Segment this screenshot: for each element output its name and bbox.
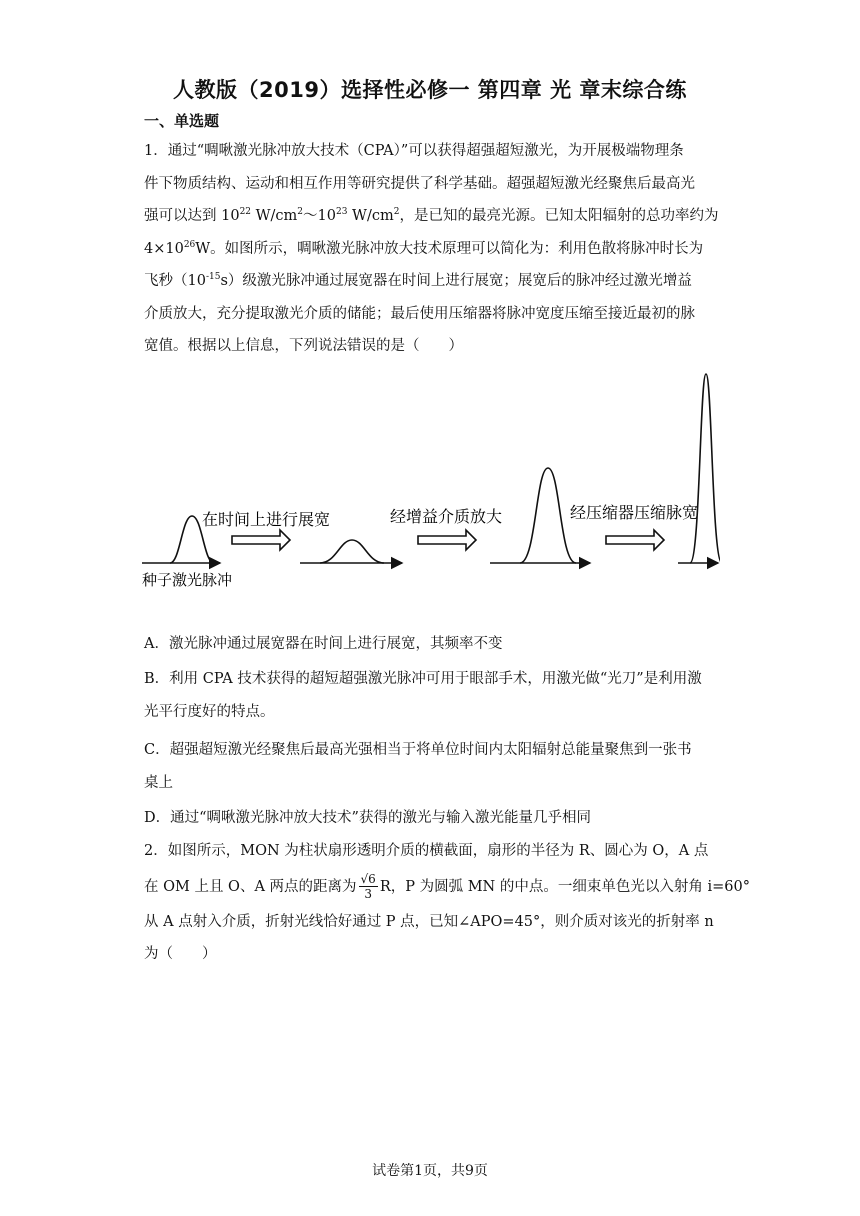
option-b: B．利用 CPA 技术获得的超短超强激光脉冲可用于眼部手术，用激光做“光刀”是利用激 光平行度好的特点。 bbox=[144, 671, 702, 720]
section-heading: 一、单选题 bbox=[144, 112, 220, 130]
seed-pulse-label: 种子激光脉冲 bbox=[142, 571, 233, 589]
option-d: D．通过“啁啾激光脉冲放大技术”获得的激光与输入激光能量几乎相同 bbox=[144, 810, 591, 826]
page-footer: 试卷第1页，共9页 bbox=[372, 1163, 488, 1179]
q1-line-1: 1．通过“啁啾激光脉冲放大技术（CPA）”可以获得超强超短激光，为开展极端物理条 bbox=[144, 143, 684, 159]
q1-line-6: 介质放大，充分提取激光介质的储能；最后使用压缩器将脉冲宽度压缩至接近最初的脉 bbox=[144, 305, 695, 322]
fraction-sqrt6-over-3: $\frac{√6}{3}$ bbox=[360, 872, 376, 901]
option-c: C．超强超短激光经聚焦后最高光强相当于将单位时间内太阳辐射总能量聚焦到一张书 桌上 bbox=[144, 742, 692, 791]
q1-line-2: 件下物质结构、运动和相互作用等研究提供了科学基础。超强超短激光经聚焦后最高光 bbox=[144, 175, 695, 192]
cpa-diagram bbox=[140, 370, 720, 600]
q1-line-3: 强可以达到 $10^{22}$ $W/cm^2\sim 10^{23}$ $W/cm^2$，是已知的最亮光源。已知太阳辐射的总功率约为 bbox=[144, 207, 719, 224]
q2-line-3: 从 A 点射入介质，折射光线恰好通过 P 点，已知∠APO=45°，则介质对该光的折射率 n bbox=[144, 913, 714, 930]
q1-line-4: $4\times 10^{26}W$。如图所示，啁啾激光脉冲放大技术原理可以简化为：利用色散将脉冲时长为 bbox=[144, 239, 704, 257]
q1-line-5: 飞秒$(10^{-15}s)$级激光脉冲通过展宽器在时间上进行展宽；展宽后的脉冲经过激光增益 bbox=[144, 272, 692, 289]
stretch-label: 在时间上进行展宽 bbox=[202, 510, 331, 529]
compress-label: 经压缩器压缩脉宽 bbox=[570, 503, 699, 522]
hollow-arrow-2 bbox=[418, 530, 476, 550]
hollow-arrow-1 bbox=[232, 530, 290, 550]
question-1-stem bbox=[144, 135, 724, 363]
page-title: 人教版（2019）选择性必修一 第四章 光 章末综合练 bbox=[173, 78, 687, 102]
question-2-stem bbox=[144, 835, 750, 971]
q2-line-1: 2．如图所示，MON 为柱状扇形透明介质的横截面，扇形的半径为 R、圆心为 O，A 点 bbox=[144, 843, 709, 859]
option-a: A．激光脉冲通过展宽器在时间上进行展宽，其频率不变 bbox=[144, 636, 503, 652]
q2-line-2: 在 OM 上且 O、A 两点的距离为 $\frac{√6}{3}$ R，P 为圆弧 MN 的中点。一细束单色光以入射角 i=60° bbox=[144, 872, 750, 901]
q1-line-7: 宽值。根据以上信息，下列说法错误的是（ ） bbox=[144, 338, 463, 354]
compressed-pulse bbox=[678, 374, 720, 563]
stretched-pulse bbox=[300, 540, 402, 563]
q2-line-4: 为（ ） bbox=[144, 946, 217, 962]
hollow-arrow-3 bbox=[606, 530, 664, 550]
amplify-label: 经增益介质放大 bbox=[390, 507, 503, 526]
